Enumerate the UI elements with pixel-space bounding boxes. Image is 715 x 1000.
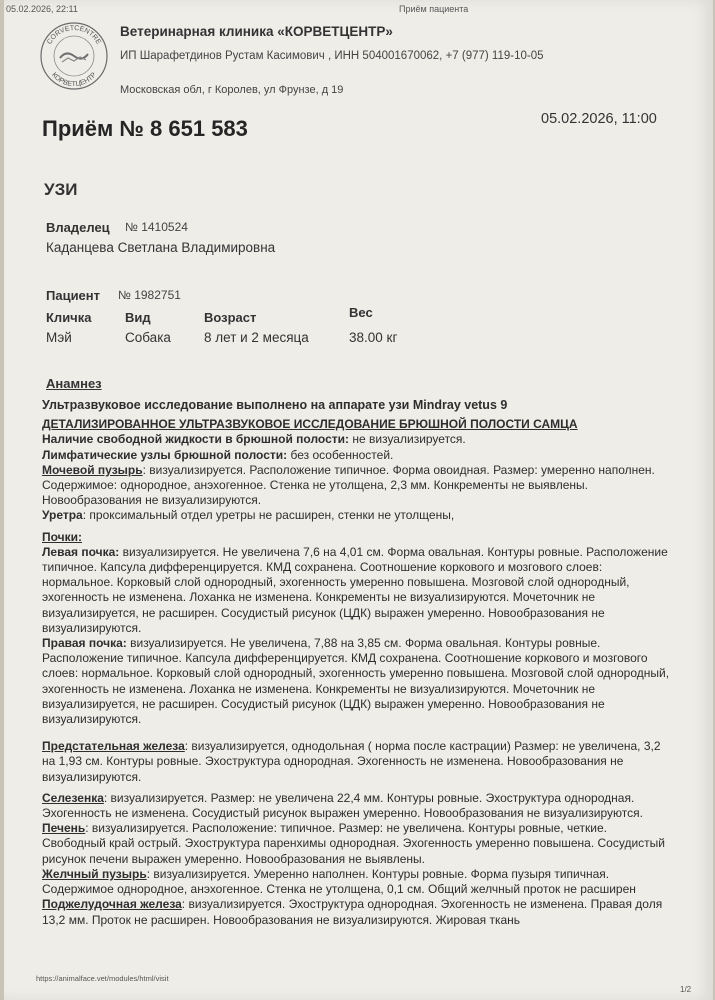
gallbladder-label: Желчный пузырь [42,866,147,881]
prostate-label: Предстательная железа [42,739,185,754]
visit-title: Приём № 8 651 583 [42,116,248,141]
prostate-paragraph [42,739,674,785]
left-kidney-text: визуализируется. Не увеличена 7,6 на 4,01 см. Форма овальная. Контуры ровные. Расположение типичное. Капсула дифференцируется. КМД сохранена. Соотношение коркового и мозгового слоев: нормальное. Корковый слой однородный, эхогенность умеренно повышена. Мозговой слой однородный, эхогенность не изменена. Лоханка не изменена. Конкременты не визуализируются. Мочеточник не визуализируется, не расширен. Сосудистый рисунок (ЦДК) выражен умеренно. Новообразования не визуализируются. [42,544,668,635]
kidneys-heading: Почки: [42,529,83,544]
svg-text:CORVETCENTRE [46,25,102,46]
clinic-ip-line: ИП Шарафетдинов Рустам Касимович , ИНН 504001670062, +7 (977) 119-10-05 [120,50,544,62]
device-line: Ультразвуковое исследование выполнено на аппарате узи Mindray vetus 9 [42,398,508,412]
owner-name: Каданцева Светлана Владимировна [46,240,276,255]
pancreas-paragraph [42,897,674,927]
owner-number: № 1410524 [125,220,188,234]
left-kidney-paragraph [42,545,674,636]
document-page [4,0,713,1000]
pancreas-text: : визуализируется. Эхоструктура однородная. Эхогенность не изменена. Правая доля 13,2 мм. Проток не расширен. Новообразования не визуализируются. Жировая ткань [42,897,663,927]
urethra-text: : проксимальный отдел уретры не расширен, стенки не утолщены, [82,508,455,523]
patient-number: № 1982751 [118,288,181,302]
left-kidney-label: Левая почка: [42,544,120,559]
liver-text: : визуализируется. Расположение: типичное. Размер: не увеличена. Контуры ровные, четкие. Свободный край острый. Эхоструктура паренхимы однородная. Эхогенность умеренно повышена. Сосудистый рисунок печени выражен умеренно. Новообразования не выявлены. [42,821,665,866]
free-fluid-label: Наличие свободной жидкости в брюшной полости: [42,432,350,447]
lymph-label: Лимфатические узлы брюшной полости: [42,447,288,462]
gallbladder-text: : визуализируется. Умеренно наполнен. Контуры ровные. Форма пузыря типичная. Содержимое однородное, анэхогенное. Стенка не утолщена, 0,1 см. Общий желчный проток не расширен [42,866,636,897]
header-pet-name: Кличка [46,310,92,325]
visit-datetime: 05.02.2026, 11:00 [541,111,657,127]
header-species: Вид [125,310,151,325]
pet-age: 8 лет и 2 месяца [204,330,309,345]
urethra-label: Уретра [42,508,83,523]
clinic-address: Московская обл, г Королев, ул Фрунзе, д 19 [120,84,344,96]
owner-label: Владелец [46,220,110,235]
liver-label: Печень [42,821,86,836]
spleen-label: Селезенка [42,790,104,805]
logo-text-top: CORVETCENTRE [46,24,102,46]
bladder-paragraph [42,463,674,509]
page-number: 1/2 [680,985,692,994]
clinic-name: Ветеринарная клиника «КОРВЕТЦЕНТР» [120,24,393,39]
lymph-paragraph [42,448,674,463]
urethra-paragraph [42,508,674,523]
free-fluid-paragraph [42,432,674,447]
right-kidney-paragraph [42,636,674,727]
spleen-text: : визуализируется. Размер: не увеличена 22,4 мм. Контуры ровные. Эхоструктура однородная. Эхогенность не изменена. Сосудистый рисунок выражен умеренно. Новообразования не визуализируются. [42,790,643,821]
right-kidney-text: визуализируется. Не увеличена, 7,88 на 3,85 см. Форма овальная. Контуры ровные. Расположение типичное. Капсула дифференцируется. КМД сохранена. Соотношение коркового и мозгового слоев: нормальное. Корковый слой однородный, эхогенность умеренно повышена. Мозговой слой однородный, эхогенность не изменена. Лоханка не изменена. Конкременты не визуализируются. Мочеточник не визуализируется, не расширен. Сосудистый рисунок (ЦДК) выражен умеренно. Новообразования не визуализируются. [42,636,670,727]
study-title: ДЕТАЛИЗИРОВАННОЕ УЛЬТРАЗВУКОВОЕ ИССЛЕДОВАНИЕ БРЮШНОЙ ПОЛОСТИ САМЦА [42,417,578,432]
print-datetime: 05.02.2026, 22:11 [6,4,78,14]
pet-name: Мэй [46,330,72,345]
patient-label: Пациент [46,288,101,303]
service-name: УЗИ [44,180,78,199]
pet-species: Собака [125,330,171,345]
header-weight: Вес [349,305,373,320]
print-title: Приём пациента [399,4,469,14]
gallbladder-paragraph [42,867,674,897]
clinic-logo [38,20,110,92]
report-body [42,398,674,928]
anamnesis-heading: Анамнез [46,376,102,391]
footer-url: https://animalface.vet/modules/html/visit [36,974,169,983]
bladder-label: Мочевой пузырь [42,462,143,477]
prostate-text: : визуализируется, однодольная ( норма после кастрации) Размер: не увеличена, 3,2 на 1,93 см. Контуры ровные. Эхоструктура однородная. Эхогенность не изменена. Новообразования не визуализируются. [42,739,661,784]
logo-text-bottom: КОРВЕТЦЕНТР [50,71,98,89]
bladder-text: : визуализируется. Расположение типичное. Форма овоидная. Размер: умеренно наполнен. Содержимое: однородное, анэхогенное. Стенка не утолщена, 2,3 мм. Конкременты не выявлены. Новообразования не визуализируются. [42,462,655,508]
lymph-text: без особенностей. [287,447,394,462]
right-kidney-label: Правая почка: [42,636,127,651]
free-fluid-text: не визуализируется. [349,432,466,447]
svg-text:КОРВЕТЦЕНТР [50,71,98,88]
liver-paragraph [42,821,674,867]
spleen-paragraph [42,791,674,821]
header-age: Возраст [204,310,257,325]
pet-weight: 38.00 кг [349,330,398,345]
pancreas-label: Поджелудочная железа [42,897,182,912]
